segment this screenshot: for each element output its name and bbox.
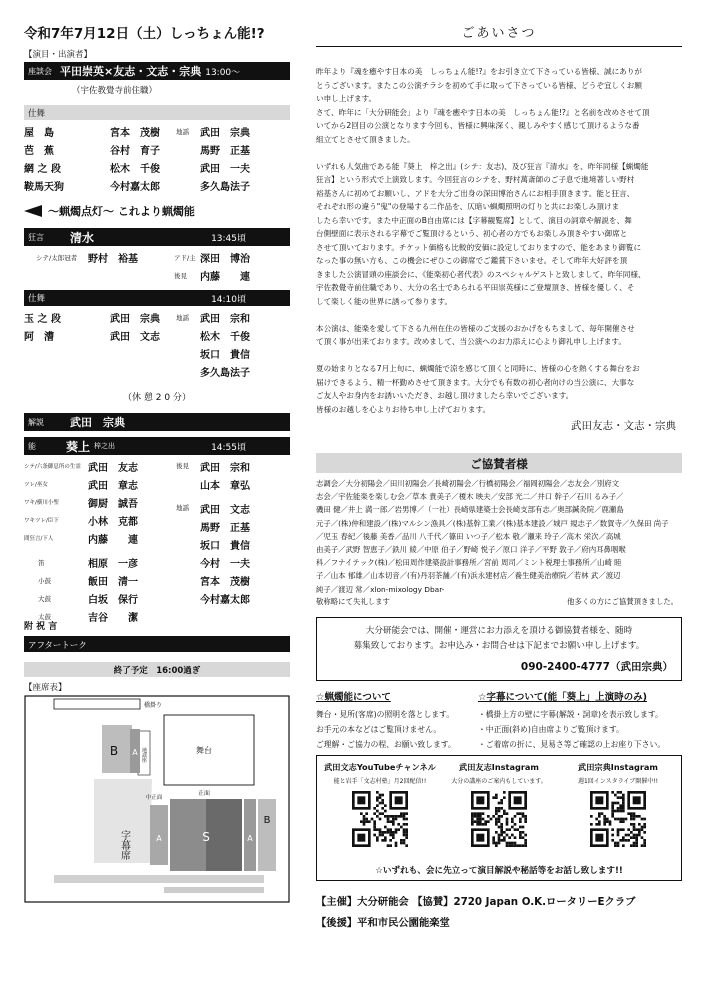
qr-code-icon[interactable] — [352, 791, 408, 847]
zadankai-time: 13:00〜 — [205, 67, 241, 78]
seat-b-right: B — [263, 815, 271, 826]
jiutai-name: 武田 文志 — [200, 505, 250, 516]
seat-a-right: A — [247, 834, 253, 843]
greeting-line: きました公演冒頭の座談会に、《能楽初心者代表》のスペシャルゲストと致しまして、昨年同様、 — [316, 269, 646, 279]
hayashi-row — [24, 609, 174, 627]
greeting-line: 届けできるよう、精一杯勤めさせて頂きます。大分でも有数の初心者向けの当公演に、大事な — [316, 377, 635, 387]
jiutai-name: 武田 宗和 — [200, 314, 250, 325]
kyogen-row — [24, 250, 290, 268]
end-time-text: 終了予定 16:00過ぎ — [113, 666, 201, 676]
jiutai-name: 武田 一夫 — [200, 164, 250, 175]
qr-code-icon[interactable] — [471, 791, 527, 847]
shimai2-label: 仕舞 — [28, 294, 46, 304]
sponsor-line: 志会／宇佐能楽を楽しむ会／草本 貴美子／榎木 映夫／安部 光二／井口 幹子／石川 るみ子／ — [316, 492, 624, 502]
recruit-phone: 090-2400-4777（武田宗典） — [520, 660, 673, 673]
greeting-line — [316, 308, 682, 322]
qr-section — [316, 755, 682, 881]
qr-block — [321, 762, 439, 847]
seat-s: S — [202, 830, 210, 844]
qr-code-icon[interactable] — [590, 791, 646, 847]
kyogen-tag: 狂言 — [28, 232, 44, 242]
jiutai-name: 馬野 正基 — [200, 146, 250, 157]
greeting-line: いずれも人気曲である能『葵上 梓之出』(シテ：友志)、及び狂言『清水』を、昨年同様【蝋燭能 — [316, 161, 649, 171]
cast-role: シテ/太郎冠者 — [36, 254, 78, 262]
qr-subtitle: 能と岩手「文志村塾」月2回配信!! — [333, 777, 427, 785]
greeting-line: い申し上げます。 — [316, 94, 377, 103]
greeting-line: いてから2回目の公演となります今回も、皆様に興味深く、親しみやすく感じて頂けるような番 — [316, 121, 640, 130]
sponsor-line: 科／フナイテック(株)／松田周作建築設計事務所／宮前 周司／ミント税理士事務所／山崎 睦 — [316, 558, 622, 568]
shimai-row — [24, 124, 290, 142]
greeting-line: したら幸いです。また中正面のB自由席には【字幕観覧席】として、演目の詞章や解説を、舞 — [316, 215, 632, 225]
sponsor-line: 元子／(株)仲和建設／(株)マルシン漁具／(株)基幹工業／(株)基本建設／城戸 規志子／数賀寺／久保田 尚子 — [316, 518, 669, 528]
seat-naka: 中正面 — [145, 795, 163, 801]
hayashi-name: 吉谷 潔 — [88, 613, 138, 624]
jiutai-name: 坂口 貴信 — [200, 541, 250, 552]
qr-title: 武田宗典Instagram — [578, 761, 658, 772]
greeting-line: させて頂いております。チケット価格も比較的安価に設定しておりますので、能をあまり御覧に — [316, 242, 642, 252]
kyogen-row — [24, 268, 290, 286]
qr-note: ☆いずれも、会に先立って演目解説や秘話等をお話し致します!! — [375, 865, 623, 876]
koken-name: 武田 宗和 — [200, 463, 250, 474]
noh-cast-row — [24, 513, 174, 531]
greeting-line: て頂く事が出来ております。改めまして、当公演へのお力添えに心より御礼申し上げます。 — [316, 337, 626, 346]
jiutai-name: 今村 一夫 — [200, 559, 250, 570]
jiutai-name: 今村嘉太郎 — [200, 595, 250, 606]
qr-title: 武田文志YouTubeチャンネル — [324, 761, 436, 772]
noh-hayashi-list — [24, 555, 174, 627]
greeting-signature: 武田友志・文志・宗典 — [571, 420, 676, 432]
sponsor-line: 磯田 健／井上 満一郎／岩男博／（一社）長崎県建築士会長崎支部有志／奥部鍼灸院／鹿瀬島 — [316, 505, 624, 515]
kyogen-title: 清水 — [70, 230, 95, 245]
sponsor-line: ／児玉 春紀／後藤 美香／品川 八千代／篠田 いつ子／松本 敬／瀬来 玲子／高木 栄次／高城 — [316, 531, 621, 541]
piece-name: 玉 之 段 — [24, 314, 61, 325]
shimai-row — [24, 346, 290, 364]
rousoku-note — [316, 689, 476, 752]
seat-shomen: 正面 — [197, 790, 211, 797]
zadankai-names: 平田崇英×友志・文志・宗典 — [60, 65, 202, 78]
hayashi-name: 相原 一彦 — [88, 559, 138, 570]
jiutai-name: 多久島法子 — [200, 182, 250, 193]
noh-bar — [24, 437, 290, 455]
noh-cast-row — [24, 531, 174, 549]
cast-name: 小林 克都 — [88, 517, 138, 528]
greeting-line — [316, 349, 682, 363]
hayashi-row — [24, 573, 174, 591]
shimai1-header — [24, 105, 290, 120]
cast-name-2: 深田 博治 — [200, 254, 250, 265]
rousoku-line: お手元の本などはご覧頂けません。 — [316, 724, 442, 734]
kaisetsu-name: 武田 宗典 — [70, 416, 125, 429]
cast-name-2: 内藤 連 — [200, 272, 250, 283]
role-label: 地謡 — [176, 314, 189, 322]
noh-title: 葵上 — [66, 439, 91, 454]
greeting-line: 昨年より『魂を癒やす日本の美 しっちょん能!?』をお引き立て下さっている皆様、誠にありが — [316, 67, 643, 76]
noh-koken-label: 後見 — [176, 462, 189, 470]
greeting-line: さて、昨年に「大分研能会」より『魂を癒やす日本の美 しっちょん能!?』と名前を改めさせて頂 — [316, 107, 650, 117]
shimai-row — [24, 310, 290, 328]
noh-cast-row — [24, 459, 174, 477]
noh-cast-list — [24, 459, 174, 549]
seat-a-mid: A — [156, 834, 162, 843]
sponsors-note-2: 他多くの方にご協賛頂きました。 — [567, 596, 678, 606]
greeting-line: 夏の始まりとなる7月上旬に、蝋燭能で涼を感じて頂くと同時に、皆様の心を熱くする舞台をお — [316, 364, 640, 373]
shite-name: 松木 千俊 — [110, 164, 160, 175]
seat-jimaku: 字幕席 — [118, 830, 130, 860]
program-label: 【演目・出演者】 — [24, 50, 93, 60]
piece-name: 鞍馬天狗 — [24, 182, 64, 193]
greeting-line: して楽しく能の世界に誘って参ります。 — [316, 296, 453, 306]
hayashi-role: 太鼓 — [38, 613, 51, 621]
jiutai-name: 武田 宗典 — [200, 128, 250, 139]
cast-name: 武田 章志 — [88, 481, 138, 492]
noh-cast-row — [24, 495, 174, 513]
noh-ji-list — [200, 501, 250, 609]
qr-row — [317, 756, 681, 847]
qr-block — [440, 762, 558, 847]
noh-koken-list — [200, 459, 250, 495]
piece-name: 屋 島 — [24, 128, 54, 139]
zadankai-tag: 座談会 — [28, 66, 52, 76]
kyogen-time: 13:45頃 — [211, 233, 246, 244]
qr-subtitle: 週1回インスタライブ開催中!! — [577, 777, 659, 785]
hayashi-role: 大鼓 — [38, 595, 51, 603]
noh-ji-label: 地謡 — [176, 504, 189, 512]
cast-role-2: 後見 — [174, 272, 187, 280]
sponsors-title-bar — [316, 453, 682, 473]
cast-name: 武田 友志 — [88, 463, 138, 474]
greeting-line — [316, 146, 682, 160]
shimai-row — [24, 328, 290, 346]
kyogen-cast — [24, 250, 290, 286]
hayashi-name: 飯田 清一 — [88, 577, 138, 588]
qr-block — [559, 762, 677, 847]
jimaku-line: ・ご着席の折に、見易さ等ご確認の上お座り下さい。 — [478, 739, 666, 749]
shimai-row — [24, 160, 290, 178]
noh-tag: 能 — [28, 441, 36, 451]
rousoku-title-text: 〜蝋燭点灯〜 これより蝋燭能 — [48, 205, 195, 218]
hayashi-row — [24, 555, 174, 573]
shite-name: 武田 宗典 — [110, 314, 160, 325]
seat-map — [24, 695, 290, 903]
cast-name: 御厨 誠吾 — [88, 499, 138, 510]
zadankai-sub: （宇佐教覺寺前住職） — [72, 86, 158, 96]
info-column — [316, 22, 682, 929]
noh-time: 14:55頃 — [211, 442, 246, 453]
jimaku-line: ・中正面(斜め)自由席よりご覧頂けます。 — [478, 724, 624, 734]
greeting-line: 組立てとさせて頂きました。 — [316, 134, 415, 144]
greeting-line: ご友人やお身内をお誘いいただき、お越し頂けましたら幸いでございます。 — [316, 391, 574, 400]
rousoku-note-head: ☆蝋燭能について — [316, 691, 391, 703]
cast-role: ツレ/巫女 — [24, 482, 48, 488]
shite-name: 谷村 育子 — [110, 146, 160, 157]
noh-subtitle: 梓之出 — [94, 442, 116, 450]
cast-role: シテ/六条御息所の生霊 — [24, 464, 81, 470]
greeting-body — [316, 65, 682, 416]
rousoku-line: ご理解・ご協力の程、お願い致します。 — [316, 739, 456, 749]
hayashi-role: 小鼓 — [38, 577, 51, 585]
piece-name: 網 之 段 — [24, 164, 61, 175]
sponsor-line: 志調会／大分初陽会／田川初陽会／長崎初陽会／行橋初陽会／福岡初陽会／志友会／別府文 — [316, 479, 620, 488]
jimaku-note-head: ☆字幕について(能「葵上」上演時のみ) — [478, 691, 648, 703]
notes-section — [316, 689, 682, 747]
sponsor-line: 純子／渡辺 常／xlon-mixology Dbar- — [316, 584, 445, 594]
piece-name: 芭 蕉 — [24, 146, 54, 157]
greeting-line: 裕基さんに初めてお願いし、アドを大分ご出身の深田博治さんにお相手頂きます。能と狂言、 — [316, 188, 635, 198]
kyogen-bar — [24, 228, 290, 246]
recruit-box — [316, 617, 682, 681]
hayashi-row — [24, 591, 174, 609]
jimaku-line: ・橋掛上方の壁に字幕(解説・詞章)を表示致します。 — [478, 709, 663, 719]
hayashi-role: 笛 — [38, 559, 45, 567]
rousoku-line: 舞台・見所(客席)の照明を落とします。 — [316, 709, 455, 719]
kaisetsu-tag: 解説 — [28, 417, 44, 427]
shimai2-bar — [24, 290, 290, 306]
jiutai-name: 馬野 正基 — [200, 523, 250, 534]
greeting-line: とうございます。またこの公演チラシを初めて手に取って下さっている皆様、どうぞ宜しくお願 — [316, 80, 642, 90]
cast-name: 野村 裕基 — [88, 254, 138, 265]
piece-name: 阿 漕 — [24, 332, 54, 343]
shite-name: 宮本 茂樹 — [110, 128, 160, 139]
shimai2-table — [24, 310, 290, 382]
shimai1-table — [24, 124, 290, 196]
greeting-line: 宇佐教覺寺前住職であり、大分の名士であられる平田崇英様にご登壇頂き、皆様を優しく、そ — [316, 283, 635, 292]
koken-name: 山本 章弘 — [200, 481, 250, 492]
program-column — [24, 22, 290, 903]
seat-b-left: B — [109, 744, 119, 758]
greeting-line: 狂言】という形式で上演致します。今回狂言のシテを、野村萬斎師のご子息で進境著しい野村 — [316, 175, 635, 184]
greeting-line: 本公演は、能楽を愛して下さる九州在住の皆様のご支援のおかげをもちまして、毎年開催させ — [316, 323, 635, 333]
hayashi-name: 白坂 保行 — [88, 595, 138, 606]
cast-role: ワキ/横川小聖 — [24, 500, 59, 506]
greeting-line: それぞれ形の違う"鬼"の登場する二作品を、仄暗い蝋燭照明の灯りと共にお楽しみ頂けま — [316, 202, 620, 211]
role-label: 地謡 — [176, 128, 189, 136]
greeting-title: ごあいさつ — [316, 22, 682, 47]
shimai2-time: 14:10頃 — [211, 294, 246, 305]
jimaku-note — [478, 689, 684, 752]
jimaku-note-body — [478, 707, 684, 752]
jiutai-name: 宮本 茂樹 — [200, 577, 250, 588]
shimai-row — [24, 364, 290, 382]
cast-name: 内藤 連 — [88, 535, 138, 546]
seat-jiutai: 地謡座 — [141, 747, 147, 763]
end-time-bar — [24, 662, 290, 677]
kaisetsu-bar — [24, 413, 290, 431]
shimai-row — [24, 142, 290, 160]
jiutai-name: 松木 千俊 — [200, 332, 250, 343]
noh-cast-row — [24, 477, 174, 495]
rousoku-note-body — [316, 707, 476, 752]
seat-label: 【座席表】 — [24, 683, 67, 693]
cast-role: ワキツレ/臣下 — [24, 518, 59, 524]
qr-title: 武田友志Instagram — [459, 761, 539, 772]
zadankai-bar — [24, 62, 290, 80]
seat-hashigakari: 橋掛り — [144, 702, 163, 709]
greeting-line: 台側壁面に表示される字幕でご覧頂けるという、初心者の方でもお楽しみ頂きやすい御席と — [316, 229, 628, 238]
support: 【後援】平和市民公園能楽堂 — [316, 916, 450, 929]
greeting-line: 皆様のお越しを心よりお待ち申し上げております。 — [316, 404, 491, 414]
cast-role-2: アド/主 — [174, 254, 196, 262]
shimai1-label: 仕舞 — [28, 109, 46, 119]
sponsors-title: ご協賛者様 — [470, 457, 528, 471]
seat-a-left: A — [132, 748, 138, 757]
sponsor-line: 子／山本 郁雄／山本切音／(有)丹羽茶舗／(有)浜永建材店／養生健美治療院／若林 武／渡辺 — [316, 571, 621, 581]
aftertalk-label: アフタートーク — [28, 641, 87, 651]
rousoku-title — [24, 202, 290, 220]
recruit-line-2: 募集致しております。お申込み・お問合せは下記までお願い申し上げます。 — [353, 640, 645, 651]
jiutai-name: 多久島法子 — [200, 368, 250, 379]
cast-role: 間狂言/下人 — [24, 536, 54, 542]
break-text: （休 憩 2 0 分） — [123, 393, 191, 403]
sponsors-list — [316, 477, 682, 596]
greeting-line: なった事の無い方も、この機会にぜひこの御席でご鑑賞下さいませ。そして昨年大好評を頂 — [316, 256, 628, 265]
left-arrow-icon — [24, 205, 42, 217]
shite-name: 今村嘉太郎 — [110, 182, 160, 193]
shite-name: 武田 文志 — [110, 332, 160, 343]
noh-cast-grid — [24, 459, 290, 625]
seat-butai: 舞台 — [196, 746, 212, 755]
organizer: 【主催】大分研能会 【協賛】2720 Japan O.K.ロータリーEクラブ — [316, 895, 636, 908]
sponsors-note-1: 敬称略にて失礼します — [316, 596, 390, 606]
jiutai-name: 坂口 貴信 — [200, 350, 250, 361]
qr-subtitle: 大分の講座のご案内もしています。 — [451, 777, 547, 785]
event-date-title: 令和7年7月12日（土）しっちょん能!? — [24, 26, 265, 42]
sponsors-notes — [316, 596, 682, 607]
aftertalk-bar — [24, 636, 290, 652]
recruit-line-1: 大分研能会では、開催・運営にお力添えを頂ける御協賛者様を、随時 — [365, 625, 633, 636]
shimai-row — [24, 178, 290, 196]
sponsor-line: 由美子／武野 智恵子／鉄川 綾／中原 伯子／野崎 悦子／原口 洋子／平野 敦子／府内耳鼻咽喉 — [316, 545, 626, 555]
fushukugen: 附 祝 言 — [24, 622, 58, 632]
